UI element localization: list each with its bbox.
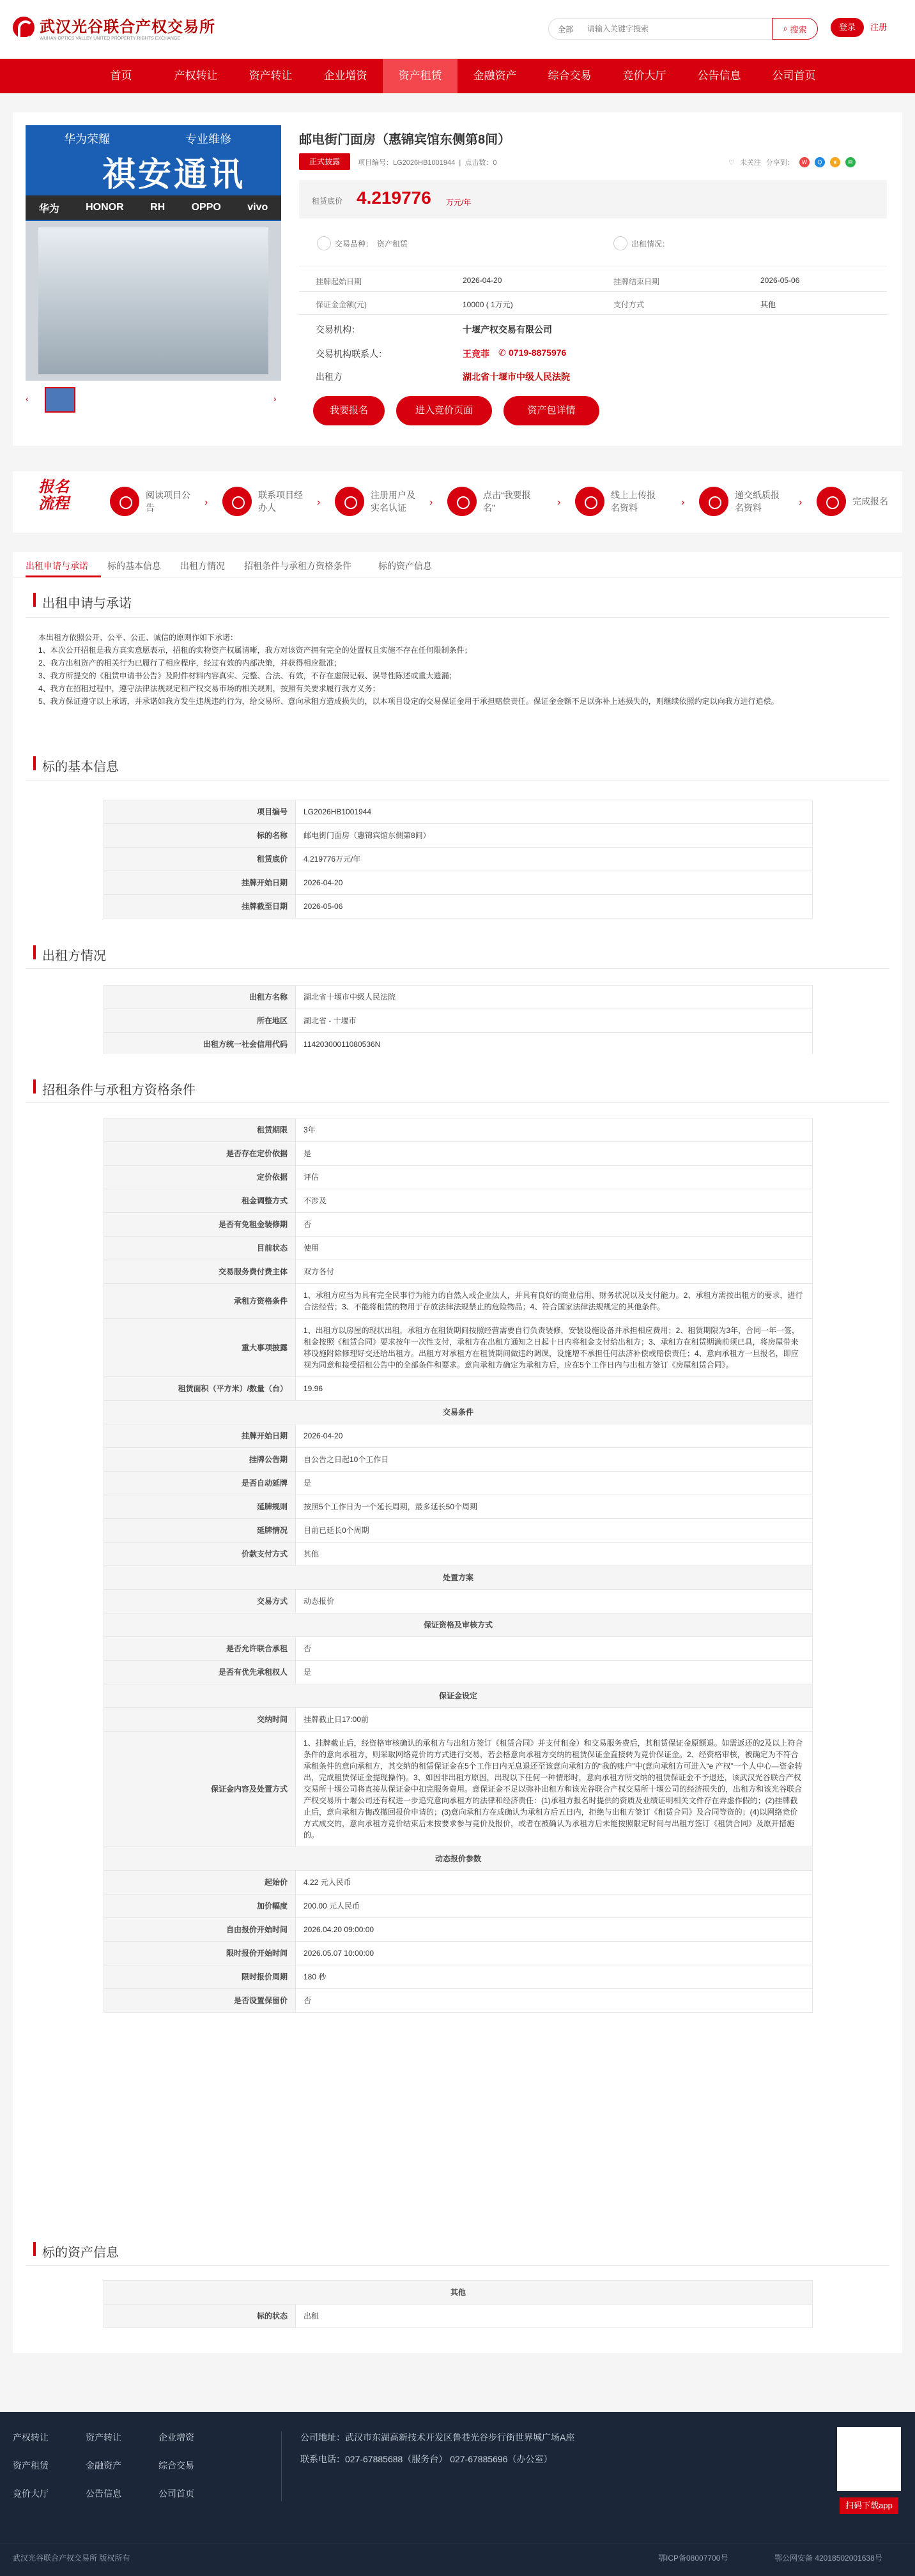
row-label: 保证金内容及处置方式 [104,1732,296,1847]
table-row [104,1942,813,1965]
row-value: 否 [296,1213,813,1237]
row-value: 11420300011080536N [296,1033,813,1056]
row-label: 目前状态 [104,1237,296,1260]
shop-interior [38,227,268,374]
paragraph: 3、我方所提交的《租赁申请书公告》及附件材料内容真实、完整、合法、有效，不存在虚假记载、误导性陈述或重大遗漏； [38,671,457,680]
lessor-value: 湖北省十堰市中级人民法院 [463,372,570,382]
search-button-label: 搜索 [790,24,807,34]
nav-item[interactable]: 金融资产 [473,70,517,82]
row-label: 租金调整方式 [104,1189,296,1213]
footer-phone: 联系电话：027-67885688（服务台） 027-67885696（办公室） [300,2454,553,2464]
table-row [104,1894,813,1918]
copyright: 武汉光谷联合产权交易所 版权所有 [13,2554,130,2563]
flow-step-label: 递交纸质报名资料 [735,490,780,513]
group-header: 其他 [104,2281,813,2305]
row-value: 2026-04-20 [296,1424,813,1448]
project-meta: 项目编号：LG2026HB1001944 | 点击数：0 [358,159,497,167]
table-row [104,1377,813,1401]
flow-step-label: 联系项目经办人 [258,490,303,513]
row-value: 是 [296,1472,813,1495]
basic-info-table [104,800,813,918]
row-value: 2026-04-20 [296,871,813,895]
row-label: 是否有免租金装修期 [104,1213,296,1237]
asset-type-label: 交易品种： [335,239,374,248]
footer-link[interactable]: 企业增资 [158,2432,194,2443]
table-row [104,1401,813,1424]
paragraph: 4、我方在招租过程中，遵守法律法规规定和产权交易市场的相关规则，按照有关要求履行我方义务； [38,684,380,693]
chevron-right-icon: › [204,497,208,508]
row-label: 出租方统一社会信用代码 [104,1033,296,1056]
status-badge: 正式披露 [299,153,350,170]
row-label: 承租方资格条件 [104,1284,296,1319]
row-value: 否 [296,1637,813,1661]
price-value: 4.219776 [357,188,431,208]
phone-icon [222,487,252,516]
flow-title-line1: 报名 [38,478,69,496]
row-value: 其他 [296,1543,813,1566]
flow-title-line2: 流程 [38,495,69,512]
qr-label: 扫码下载app [840,2497,898,2514]
tab-asset-info[interactable]: 标的资产信息 [378,561,432,571]
footer-address: 公司地址：武汉市东湖高新技术开发区鲁巷光谷步行街世界城广场A座 [300,2432,575,2443]
main-nav [0,59,915,93]
row-value: 湖北省十堰市中级人民法院 [296,986,813,1009]
table-row [104,1260,813,1284]
row-value: 19.96 [296,1377,813,1401]
flow-step [335,487,422,516]
field-label: 支付方式 [613,300,645,309]
flow-step [447,487,534,516]
section-conditions [13,1054,902,2216]
lessor-label: 出租方 [316,372,342,382]
weibo-icon[interactable]: W [799,157,810,167]
row-label: 挂牌开始日期 [104,1424,296,1448]
nav-item[interactable]: 产权转让 [174,70,218,82]
flow-step [817,487,903,516]
nav-item[interactable]: 公司首页 [772,70,816,82]
search-box [548,18,818,40]
row-label: 所在地区 [104,1009,296,1033]
table-row [104,1847,813,1871]
row-label: 挂牌公告期 [104,1448,296,1472]
row-label: 标的状态 [104,2305,296,2328]
table-row [104,1661,813,1684]
table-row [104,986,813,1009]
footer-link[interactable]: 金融资产 [86,2460,121,2471]
police-record-link[interactable]: 鄂公网安备 42018502001638号 [774,2554,882,2563]
icp-link[interactable]: 鄂ICP备08007700号 [658,2554,728,2563]
table-row [104,2281,813,2305]
row-label: 项目编号 [104,800,296,824]
footer-link[interactable]: 综合交易 [158,2460,194,2471]
paragraph: 1、本次公开招租是我方真实意愿表示，招租的实物资产权属清晰，我方对该资产拥有完全的处置权且实施不存在任何限制条件； [38,646,472,655]
row-value: 200.00 元人民币 [296,1894,813,1918]
flow-step [110,487,197,516]
lessor-icon [613,236,627,250]
nav-item[interactable]: 竞价大厅 [622,70,666,82]
check-icon [817,487,846,516]
row-label: 限时报价开始时间 [104,1942,296,1965]
contact-name: 王竞菲 [463,349,489,359]
price-label: 租赁底价 [312,197,343,206]
table-row [104,1566,813,1590]
row-label: 起始价 [104,1871,296,1894]
flow-step-label: 阅读项目公告 [146,490,190,513]
project-number: 项目编号：LG2026HB1001944 [358,159,456,167]
row-value: LG2026HB1001944 [296,800,813,824]
section-lessor [13,920,902,1054]
heart-icon[interactable]: ♡ [728,158,735,167]
row-value: 1、承租方应当为具有完全民事行为能力的自然人或企业法人，并具有良好的商业信用、财务状况以及支付能力。2、承租方需按出租方的要求，进行合法经营；3、不能将租赁的物用于存放法律法规禁止的危险物品；4、符合国家法律法规规定的其他条件。 [296,1284,813,1319]
flow-title [38,479,69,512]
field-label: 保证金金额(元) [316,300,367,309]
chevron-right-icon: › [557,497,561,508]
tab-application[interactable]: 出租申请与承诺 [26,561,88,571]
logo-subtitle: WUHAN OPTICS VALLEY UNITED PROPERTY RIGHTS EXCHANGE [40,36,181,41]
qzone-icon[interactable]: ★ [830,157,840,167]
nav-item-active[interactable]: 资产租赁 [383,59,458,93]
phone-icon: ✆ [498,347,506,358]
table-row [104,1009,813,1033]
login-button[interactable]: 登录 [831,18,864,37]
eye-icon [110,487,139,516]
contact-phone: 0719-8875976 [509,347,567,358]
row-label: 是否自动延牌 [104,1472,296,1495]
table-row [104,1189,813,1213]
flow-step-label: 注册用户及实名认证 [371,490,415,513]
brand-text: HONOR [86,202,124,213]
lessor-status-label: 出租情况： [631,239,670,248]
nav-item[interactable]: 企业增资 [323,70,367,82]
row-value: 双方各付 [296,1260,813,1284]
row-label: 出租方名称 [104,986,296,1009]
footer-link[interactable]: 竞价大厅 [13,2488,49,2499]
share-label: 分享到： [765,159,794,167]
lessor-table [104,985,813,1056]
product-title: 邮电街门面房（惠锦宾馆东侧第8间） [299,133,511,147]
row-label: 自由报价开始时间 [104,1918,296,1942]
section-title: 出租申请与承诺 [42,597,132,611]
nav-item[interactable]: 综合交易 [548,70,592,82]
qq-icon[interactable]: Q [815,157,825,167]
row-value: 是 [296,1661,813,1684]
document-icon [699,487,728,516]
shop-sign-sub2: 专业维修 [185,133,231,146]
flow-step [699,487,786,516]
logo-title: 武汉光谷联合产权交易所 [40,19,215,36]
field-value: 10000 ( 1万元) [463,300,513,309]
row-label: 交易方式 [104,1590,296,1613]
row-label: 交易服务费付费主体 [104,1260,296,1284]
paragraph: 2、我方出租资产的相关行为已履行了相应程序，经过有效的内部决策，并获得相应批准； [38,659,342,667]
section-title: 标的资产信息 [42,2246,119,2260]
follow-link[interactable]: 未关注 [739,159,761,167]
row-value: 按照5个工作日为一个延长周期，最多延长50个周期 [296,1495,813,1519]
table-row [104,1319,813,1377]
table-row [104,1918,813,1942]
row-label: 限时报价周期 [104,1965,296,1989]
row-value: 1、挂牌截止后，经资格审核确认的承租方与出租方签订《租赁合同》并支付租金）和交易服务费后，其租赁保证金原额退。如需返还的2及以上符合条件的意向承租方，则采取网络竞价的方式进行交易，若会格意向承租方交纳的租赁保证金直接转为竞价保证金。2、经资格审核，被确定为不符合承租条件的意向承租方，其交纳的租赁保证金在5个工作日内无息退还至该意向承租方的“我的账户”中(意向承租方可进入“e 产权”一个人中心—资金转出，完成租赁保证金提现操作)。3、如因非出租方原因，出现以下任何一种情形时，意向承租方所交纳的租赁保证金不予退还，该武汉光谷联合产权交易所十堰公司将直接从保证金中扣完服务费用。意保证金不足以弥补出租方和该光谷联合产权交易所十堰公司的经济损失的，出租方和该光谷联合产权交易所十堰公司还有权进一步追究意向承租方的法律和经济责任：(1)承租方报名时提供的资质及业绩证明相关文件存在弄虚作假的；(2)挂牌截止后，意向承租方悔改撤回报价申请的；(3)意向承租方在成确认为承租方后五日内，拒绝与出租方签订《租赁合同》及合同等资的；(4)以网络竞价方式成交的，意向承租方竞价结束后未按要求参与竞价及报价，或者在被确认为承租方后未能按照限定时间与出租方签订《租赁合同》及原开措施的。 [296,1732,813,1847]
search-input[interactable] [587,19,772,38]
shop-sign-sub1: 华为荣耀 [64,133,110,146]
row-value: 是 [296,1142,813,1166]
flow-step-label: 线上上传报名资料 [611,490,656,513]
footer-link[interactable]: 公司首页 [158,2488,194,2499]
bid-page-button[interactable]: 进入竞价页面 [396,396,492,425]
table-row [104,1118,813,1142]
row-value: 180 秒 [296,1965,813,1989]
chevron-right-icon: › [799,497,803,508]
table-row [104,848,813,871]
search-scope-select[interactable]: 全部 [558,24,574,34]
logo-icon [13,17,35,38]
asset-type [317,236,408,250]
brand-text: RH [150,202,165,213]
product-thumbnail[interactable] [45,387,75,413]
site-footer [0,2412,915,2576]
group-header: 处置方案 [104,1566,813,1590]
section-basic-info [13,728,902,920]
paragraph: 本出租方依照公开、公平、公正、诚信的原则作如下承诺： [38,633,238,642]
table-row [104,824,813,848]
row-label: 挂牌开始日期 [104,871,296,895]
row-label: 租赁期限 [104,1118,296,1142]
flow-step-label: 完成报名 [852,496,888,507]
nav-item[interactable]: 公告信息 [697,70,741,82]
row-value: 使用 [296,1237,813,1260]
row-value: 4.22 元人民币 [296,1871,813,1894]
category-icon [317,236,331,250]
flow-step [222,487,309,516]
product-main-image[interactable] [26,125,281,381]
row-label: 延牌规则 [104,1495,296,1519]
chevron-right-icon: › [429,497,433,508]
row-label: 定价依据 [104,1166,296,1189]
shop-brand-strip [26,195,281,220]
group-header: 保证资格及审核方式 [104,1613,813,1637]
flow-step-label: 点击“我要报名” [483,490,531,513]
section-title: 标的基本信息 [42,760,119,774]
table-row [104,1519,813,1543]
register-link[interactable]: 注册 [870,22,888,32]
chevron-right-icon: › [317,497,321,508]
detail-tabs [13,552,902,577]
row-label: 价款支付方式 [104,1543,296,1566]
search-button[interactable] [772,18,818,40]
table-row [104,1637,813,1661]
table-row [104,1732,813,1847]
table-row [104,871,813,895]
upload-icon [575,487,604,516]
table-row [104,1613,813,1637]
group-header: 交易条件 [104,1401,813,1424]
brand-text: OPPO [191,202,221,213]
section-title: 出租方情况 [42,949,106,963]
row-value: 湖北省 - 十堰市 [296,1009,813,1033]
table-row [104,1448,813,1472]
price-box [299,180,887,218]
site-logo[interactable] [13,14,215,41]
flow-step [575,487,662,516]
row-label: 是否有优先承租权人 [104,1661,296,1684]
group-header: 动态报价参数 [104,1847,813,1871]
paragraph: 5、我方保证遵守以上承诺，并承诺如我方发生违规违约行为，给交易所、意向承租方造成损失的，以本项目设定的交易保证金用于承担赔偿责任。保证金金额不足以弥补上述损失的，则继续依照约定以向我方进行追偿。 [38,697,779,706]
click-icon [447,487,477,516]
table-row [104,1213,813,1237]
tab-lessor[interactable]: 出租方情况 [180,561,225,571]
id-card-icon [335,487,364,516]
table-row [104,1495,813,1519]
nav-item[interactable]: 资产转让 [249,70,293,82]
lessor-status [613,236,670,250]
row-value: 挂牌截止日17:00前 [296,1708,813,1732]
row-value: 1、出租方以房屋的现状出租，承租方在租赁期间按照经营需要自行负责装修，安装设施设备并承担相应费用；2、租赁期限为3年，合同一年一签，租金按照《租赁合同》要求按年一次性支付，承租方在出租方通知之日起十日内将租金支付给出租方；3、承租方在租赁期满前须已具，将房屋带来移设施附除修理好交还给出租方。出租方对承租方在租赁期间做违约调课，设施增不承担任何法济补偿或赔偿责任；4、意向承租方一旦报名，即应视为同意和接受招租公告中的全部条件和要求。意向承租方确定为承租方后，应在5个工作日内与出租方签订《房屋租赁合同》。 [296,1319,813,1377]
table-row [104,1284,813,1319]
apply-button[interactable]: 我要报名 [313,396,385,425]
product-panel [13,112,902,446]
section-application [13,577,902,728]
click-count: 点击数：0 [465,159,497,167]
row-label: 加价幅度 [104,1894,296,1918]
row-value: 邮电街门面房（惠锦宾馆东侧第8间） [296,824,813,848]
table-row [104,1033,813,1056]
field-value: 其他 [760,300,776,309]
table-row [104,1590,813,1613]
row-value: 2026-05-06 [296,895,813,918]
brand-text: 华为 [38,203,59,215]
asset-package-button[interactable]: 资产包详情 [504,396,599,425]
table-row [104,1543,813,1566]
wechat-icon[interactable]: ✉ [845,157,856,167]
row-value: 2026.04.20 09:00:00 [296,1918,813,1942]
row-label: 延牌情况 [104,1519,296,1543]
row-label: 租赁面积（平方米）/数量（台） [104,1377,296,1401]
table-row [104,1684,813,1708]
org-value: 十堰产权交易有限公司 [463,324,552,335]
app-qr-code [837,2427,901,2491]
asset-type-value: 资产租赁 [377,239,408,248]
footer-link[interactable]: 公告信息 [86,2488,121,2499]
footer-link[interactable]: 产权转让 [13,2432,49,2443]
footer-link[interactable]: 资产租赁 [13,2460,49,2471]
tab-conditions[interactable]: 招租条件与承租方资格条件 [244,561,351,571]
group-header: 保证金设定 [104,1684,813,1708]
contact-label: 交易机构联系人： [316,349,387,359]
asset-table [104,2280,813,2328]
table-row [104,1472,813,1495]
row-label: 挂牌截至日期 [104,895,296,918]
table-row [104,1989,813,2013]
row-value: 动态报价 [296,1590,813,1613]
row-value: 不涉及 [296,1189,813,1213]
table-row [104,2305,813,2328]
row-value: 2026.05.07 10:00:00 [296,1942,813,1965]
field-value: 2026-05-06 [760,276,800,285]
row-label: 是否存在定价依据 [104,1142,296,1166]
row-value: 4.219776万元/年 [296,848,813,871]
row-value: 出租 [296,2305,813,2328]
table-row [104,1424,813,1448]
org-label: 交易机构： [316,324,360,335]
follow-share [728,157,856,167]
field-value: 2026-04-20 [463,276,502,285]
row-label: 重大事项披露 [104,1319,296,1377]
tab-basic-info[interactable]: 标的基本信息 [107,561,161,571]
price-unit: 万元/年 [446,198,472,207]
section-title: 招租条件与承租方资格条件 [42,1083,196,1097]
table-row [104,1166,813,1189]
row-label: 是否允许联合承租 [104,1637,296,1661]
row-value: 评估 [296,1166,813,1189]
row-label: 租赁底价 [104,848,296,871]
brand-text: vivo [247,202,268,213]
table-row [104,1142,813,1166]
table-row [104,1708,813,1732]
nav-item[interactable]: 首页 [110,70,132,82]
table-row [104,1237,813,1260]
table-row [104,1871,813,1894]
field-label: 挂牌结束日期 [613,277,660,286]
row-value: 自公告之日起10个工作日 [296,1448,813,1472]
footer-link[interactable]: 资产转让 [86,2432,121,2443]
conditions-table [104,1118,813,2013]
shop-sign-text: 祺安通讯 [102,156,246,194]
table-row [104,895,813,918]
signup-flow [13,471,902,533]
prev-arrow-icon[interactable]: ‹ [26,393,29,404]
row-value: 目前已延长0个周期 [296,1519,813,1543]
table-row [104,800,813,824]
row-label: 标的名称 [104,824,296,848]
next-arrow-icon[interactable]: › [273,393,277,404]
chevron-right-icon: › [681,497,685,508]
row-label: 是否设置保留价 [104,1989,296,2013]
section-asset-info [13,2216,902,2353]
row-value: 3年 [296,1118,813,1142]
row-value: 否 [296,1989,813,2013]
row-label: 交纳时间 [104,1708,296,1732]
table-row [104,1965,813,1989]
search-icon: ⌕ [783,24,790,33]
field-label: 挂牌起始日期 [316,277,362,286]
